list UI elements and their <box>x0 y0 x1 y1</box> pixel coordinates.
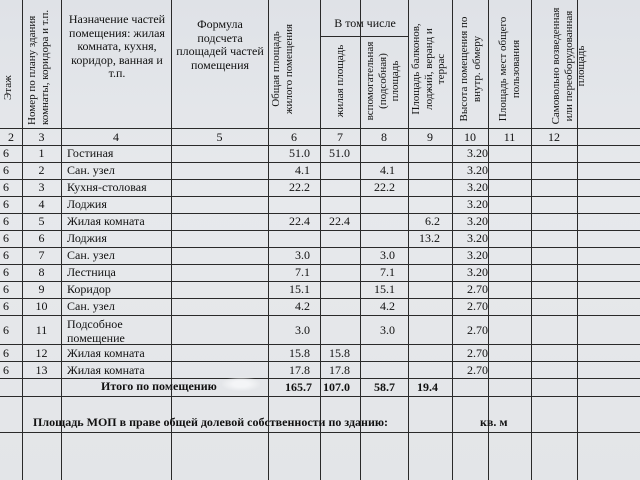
row-number: 6 <box>38 231 45 245</box>
mop-unit: кв. м <box>480 415 508 429</box>
row-floor: 6 <box>3 323 9 337</box>
header-common-area: Площадь мест общего пользования <box>497 16 522 122</box>
column-number: 7 <box>337 130 343 144</box>
column-number: 4 <box>113 130 119 144</box>
grid-line <box>320 36 408 37</box>
row-aux-area: 4.2 <box>380 299 395 313</box>
row-floor: 6 <box>3 214 9 228</box>
totals-aux-area: 58.7 <box>374 380 395 394</box>
row-height: 3.20 <box>467 214 488 228</box>
row-height: 3.20 <box>467 146 488 160</box>
row-total-area: 15.1 <box>289 282 310 296</box>
row-purpose: Сан. узел <box>67 248 115 262</box>
grid-line <box>0 396 640 397</box>
row-total-area: 22.4 <box>289 214 310 228</box>
column-number: 12 <box>548 130 560 144</box>
grid-line <box>0 361 640 362</box>
grid-line <box>0 378 640 379</box>
header-including: В том числе <box>334 16 396 30</box>
row-number: 10 <box>35 299 48 313</box>
totals-balcony-area: 19.4 <box>417 380 438 394</box>
row-living-area: 15.8 <box>329 346 350 360</box>
row-floor: 6 <box>3 231 9 245</box>
row-height: 3.20 <box>467 180 488 194</box>
row-total-area: 4.2 <box>295 299 310 313</box>
header-living-area: жилая площадь <box>334 44 346 118</box>
row-balcony-area: 6.2 <box>425 214 440 228</box>
row-floor: 6 <box>3 197 9 211</box>
grid-line <box>488 0 489 480</box>
row-number: 9 <box>38 282 45 296</box>
row-number: 8 <box>38 265 45 279</box>
row-total-area: 51.0 <box>289 146 310 160</box>
header-purpose: Назначение частей помещения: жилая комната, кухня, коридор, ванная и т.п. <box>68 12 166 80</box>
column-number: 9 <box>427 130 433 144</box>
row-number: 3 <box>38 180 45 194</box>
row-purpose: Коридор <box>67 282 111 296</box>
row-floor: 6 <box>3 346 9 360</box>
row-number: 13 <box>35 363 48 377</box>
header-aux-area: вспомогательная (подсобная) площадь <box>364 41 401 121</box>
header-floor: Этаж <box>2 75 14 100</box>
column-number: 3 <box>38 130 45 144</box>
row-floor: 6 <box>3 146 9 160</box>
row-total-area: 3.0 <box>295 323 310 337</box>
row-living-area: 17.8 <box>329 363 350 377</box>
row-floor: 6 <box>3 282 9 296</box>
row-number: 5 <box>38 214 45 228</box>
row-height: 2.70 <box>467 299 488 313</box>
row-purpose: Сан. узел <box>67 299 115 313</box>
column-number: 10 <box>464 130 476 144</box>
header-formula: Формула подсчета площадей частей помещения <box>176 17 264 72</box>
row-number: 12 <box>35 346 48 360</box>
row-height: 3.20 <box>467 265 488 279</box>
row-height: 2.70 <box>467 282 488 296</box>
row-total-area: 4.1 <box>295 163 310 177</box>
totals-label: Итого по помещению <box>101 379 217 393</box>
row-aux-area: 15.1 <box>374 282 395 296</box>
row-height: 2.70 <box>467 346 488 360</box>
row-number: 11 <box>35 323 48 337</box>
row-purpose: Жилая комната <box>67 363 145 377</box>
header-balcony-area: Площадь балконов, лоджий, веранд и террас <box>410 23 447 115</box>
row-height: 3.20 <box>467 197 488 211</box>
row-aux-area: 22.2 <box>374 180 395 194</box>
row-height: 3.20 <box>467 163 488 177</box>
header-height: Высота помещения по внутр. обмеру <box>458 16 483 122</box>
row-living-area: 22.4 <box>329 214 350 228</box>
grid-line <box>0 432 640 433</box>
row-purpose: Кухня-столовая <box>67 180 147 194</box>
grid-line <box>531 0 532 480</box>
row-total-area: 17.8 <box>289 363 310 377</box>
row-floor: 6 <box>3 299 9 313</box>
row-floor: 6 <box>3 248 9 262</box>
column-number: 8 <box>381 130 387 144</box>
row-total-area: 22.2 <box>289 180 310 194</box>
row-aux-area: 7.1 <box>380 265 395 279</box>
row-purpose: Подсобное помещение <box>67 317 125 345</box>
row-floor: 6 <box>3 363 9 377</box>
grid-line <box>0 128 640 129</box>
row-purpose: Гостиная <box>67 146 114 160</box>
row-height: 2.70 <box>467 363 488 377</box>
row-height: 3.20 <box>467 231 488 245</box>
row-aux-area: 3.0 <box>380 323 395 337</box>
totals-total-area: 165.7 <box>285 380 312 394</box>
row-total-area: 15.8 <box>289 346 310 360</box>
column-number: 6 <box>291 130 297 144</box>
grid-line <box>171 0 172 480</box>
column-number: 5 <box>216 130 223 144</box>
grid-line <box>320 0 321 480</box>
grid-line <box>0 315 640 316</box>
row-living-area: 51.0 <box>329 146 350 160</box>
blurred-area <box>222 377 260 391</box>
grid-line <box>268 0 269 480</box>
row-purpose: Лоджия <box>67 197 107 211</box>
row-floor: 6 <box>3 163 9 177</box>
row-purpose: Жилая комната <box>67 346 145 360</box>
row-purpose: Лоджия <box>67 231 107 245</box>
row-number: 1 <box>38 146 45 160</box>
row-aux-area: 3.0 <box>380 248 395 262</box>
header-self-built: Самовольно возведенная или переоборудованная площадь <box>550 7 587 125</box>
row-total-area: 7.1 <box>295 265 310 279</box>
row-number: 7 <box>38 248 45 262</box>
row-purpose: Сан. узел <box>67 163 115 177</box>
row-floor: 6 <box>3 180 9 194</box>
mop-label: Площадь МОП в праве общей долевой собственности по зданию: <box>33 415 389 429</box>
row-purpose: Жилая комната <box>67 214 145 228</box>
row-balcony-area: 13.2 <box>419 231 440 245</box>
grid-line <box>360 0 361 480</box>
column-number: 11 <box>503 130 516 144</box>
header-total-area: Общая площадь жилого помещения <box>270 23 295 115</box>
grid-line <box>61 0 62 480</box>
row-purpose: Лестница <box>67 265 116 279</box>
header-room-no: Номер по плану здания комнаты, коридора и т.п. <box>26 9 51 125</box>
row-height: 3.20 <box>467 248 488 262</box>
row-number: 4 <box>38 197 45 211</box>
row-height: 2.70 <box>467 323 488 337</box>
totals-living-area: 107.0 <box>323 380 350 394</box>
row-floor: 6 <box>3 265 9 279</box>
row-number: 2 <box>38 163 45 177</box>
row-aux-area: 4.1 <box>380 163 395 177</box>
column-number: 2 <box>8 130 14 144</box>
row-total-area: 3.0 <box>295 248 310 262</box>
